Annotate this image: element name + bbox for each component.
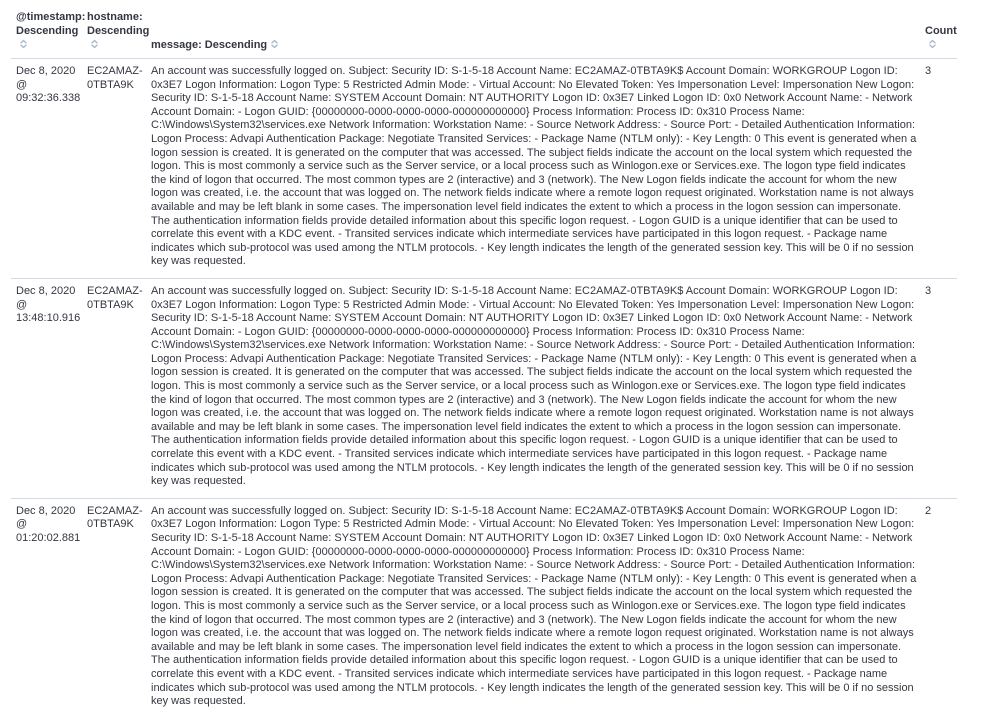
events-data-table [11, 2, 957, 718]
hostname-cell: EC2AMAZ-0TBTA9K [87, 284, 143, 311]
table-row [11, 278, 957, 498]
sort-double-chevron-icon[interactable] [19, 39, 28, 49]
column-header-hostname-label: hostname: Descending [87, 11, 150, 37]
column-header-message-label: message: Descending [151, 39, 268, 51]
table-row [11, 59, 957, 279]
column-header-hostname[interactable] [87, 2, 151, 59]
table-row [11, 498, 957, 717]
timestamp-cell: Dec 8, 2020 @ 09:32:36.338 [16, 65, 81, 105]
sort-double-chevron-icon[interactable] [928, 39, 937, 49]
table-header [11, 2, 957, 59]
sort-double-chevron-icon[interactable] [270, 39, 279, 49]
message-cell: An account was successfully logged on. Subject: Security ID: S-1-5-18 Account Name: EC2AMAZ-0TBTA9K$ Account Domain: WORKGROUP Logon ID: 0x3E7 Logon Information: Logon Type: 5 Restricted Admin Mode: - Virtual Account: No Elevated Token: Yes Impersonation Level: Impersonation New Logon: Security ID: S-1-5-18 Account Name: SYSTEM Account Domain: NT AUTHORITY Logon ID: 0x3E7 Linked Logon ID: 0x0 Network Account Name: - Network Account Domain: - Logon GUID: {00000000-0000-0000-0000-000000000000} Process Information: Process ID: 0x310 Process Name: C:\Windows\System32\services.exe Network Information: Workstation Name: - Source Network Address: - Source Port: - Detailed Authentication Information: Logon Process: Advapi Authentication Package: Negotiate Transited Services: - Package Name (NTLM only): - Key Length: 0 This event is generated when a logon session is created. It is generated on the computer that was accessed. The subject fields indicate the account on the local system which requested the logon. This is most commonly a service such as the Server service, or a local process such as Winlogon.exe or Services.exe. The logon type field indicates the kind of logon that occurred. The most common types are 2 (interactive) and 3 (network). The New Logon fields indicate the account for whom the new logon was created, i.e. the account that was logged on. The network fields indicate where a remote logon request originated. Workstation name is not always available and may be left blank in some cases. The impersonation level field indicates the extent to which a process in the logon session can impersonate. The authentication information fields provide detailed information about this specific logon request. - Logon GUID is a unique identifier that can be used to correlate this event with a KDC event. - Transited services indicate which intermediate services have participated in this logon request. - Package name indicates which sub-protocol was used among the NTLM protocols. - Key length indicates the length of the generated session key. This will be 0 if no session key was requested. [151, 65, 917, 268]
message-cell: An account was successfully logged on. Subject: Security ID: S-1-5-18 Account Name: EC2AMAZ-0TBTA9K$ Account Domain: WORKGROUP Logon ID: 0x3E7 Logon Information: Logon Type: 5 Restricted Admin Mode: - Virtual Account: No Elevated Token: Yes Impersonation Level: Impersonation New Logon: Security ID: S-1-5-18 Account Name: SYSTEM Account Domain: NT AUTHORITY Logon ID: 0x3E7 Linked Logon ID: 0x0 Network Account Name: - Network Account Domain: - Logon GUID: {00000000-0000-0000-0000-000000000000} Process Information: Process ID: 0x310 Process Name: C:\Windows\System32\services.exe Network Information: Workstation Name: - Source Network Address: - Source Port: - Detailed Authentication Information: Logon Process: Advapi Authentication Package: Negotiate Transited Services: - Package Name (NTLM only): - Key Length: 0 This event is generated when a logon session is created. It is generated on the computer that was accessed. The subject fields indicate the account on the local system which requested the logon. This is most commonly a service such as the Server service, or a local process such as Winlogon.exe or Services.exe. The logon type field indicates the kind of logon that occurred. The most common types are 2 (interactive) and 3 (network). The New Logon fields indicate the account for whom the new logon was created, i.e. the account that was logged on. The network fields indicate where a remote logon request originated. Workstation name is not always available and may be left blank in some cases. The impersonation level field indicates the extent to which a process in the logon session can impersonate. The authentication information fields provide detailed information about this specific logon request. - Logon GUID is a unique identifier that can be used to correlate this event with a KDC event. - Transited services indicate which intermediate services have participated in this logon request. - Package name indicates which sub-protocol was used among the NTLM protocols. - Key length indicates the length of the generated session key. This will be 0 if no session key was requested. [151, 284, 917, 488]
message-cell: An account was successfully logged on. Subject: Security ID: S-1-5-18 Account Name: EC2AMAZ-0TBTA9K$ Account Domain: WORKGROUP Logon ID: 0x3E7 Logon Information: Logon Type: 5 Restricted Admin Mode: - Virtual Account: No Elevated Token: Yes Impersonation Level: Impersonation New Logon: Security ID: S-1-5-18 Account Name: SYSTEM Account Domain: NT AUTHORITY Logon ID: 0x3E7 Linked Logon ID: 0x0 Network Account Name: - Network Account Domain: - Logon GUID: {00000000-0000-0000-0000-000000000000} Process Information: Process ID: 0x310 Process Name: C:\Windows\System32\services.exe Network Information: Workstation Name: - Source Network Address: - Source Port: - Detailed Authentication Information: Logon Process: Advapi Authentication Package: Negotiate Transited Services: - Package Name (NTLM only): - Key Length: 0 This event is generated when a logon session is created. It is generated on the computer that was accessed. The subject fields indicate the account on the local system which requested the logon. This is most commonly a service such as the Server service, or a local process such as Winlogon.exe or Services.exe. The logon type field indicates the kind of logon that occurred. The most common types are 2 (interactive) and 3 (network). The New Logon fields indicate the account for whom the new logon was created, i.e. the account that was logged on. The network fields indicate where a remote logon request originated. Workstation name is not always available and may be left blank in some cases. The impersonation level field indicates the extent to which a process in the logon session can impersonate. The authentication information fields provide detailed information about this specific logon request. - Logon GUID is a unique identifier that can be used to correlate this event with a KDC event. - Transited services indicate which intermediate services have participated in this logon request. - Package name indicates which sub-protocol was used among the NTLM protocols. - Key length indicates the length of the generated session key. This will be 0 if no session key was requested. [151, 504, 917, 708]
table-header-row [11, 2, 957, 59]
timestamp-cell: Dec 8, 2020 @ 01:20:02.881 [16, 504, 81, 544]
hostname-cell: EC2AMAZ-0TBTA9K [87, 504, 143, 531]
count-cell: 2 [925, 504, 932, 517]
count-cell: 3 [925, 65, 932, 77]
count-cell: 3 [925, 284, 932, 297]
sort-double-chevron-icon[interactable] [90, 39, 99, 49]
table-body [11, 59, 957, 718]
timestamp-cell: Dec 8, 2020 @ 13:48:10.916 [16, 284, 81, 325]
column-header-timestamp-label: @timestamp: Descending [16, 11, 86, 37]
column-header-count-label: Count [925, 25, 957, 37]
column-header-timestamp[interactable] [11, 2, 87, 59]
column-header-count[interactable] [921, 2, 957, 59]
column-header-message[interactable] [151, 2, 921, 59]
hostname-cell: EC2AMAZ-0TBTA9K [87, 65, 143, 91]
